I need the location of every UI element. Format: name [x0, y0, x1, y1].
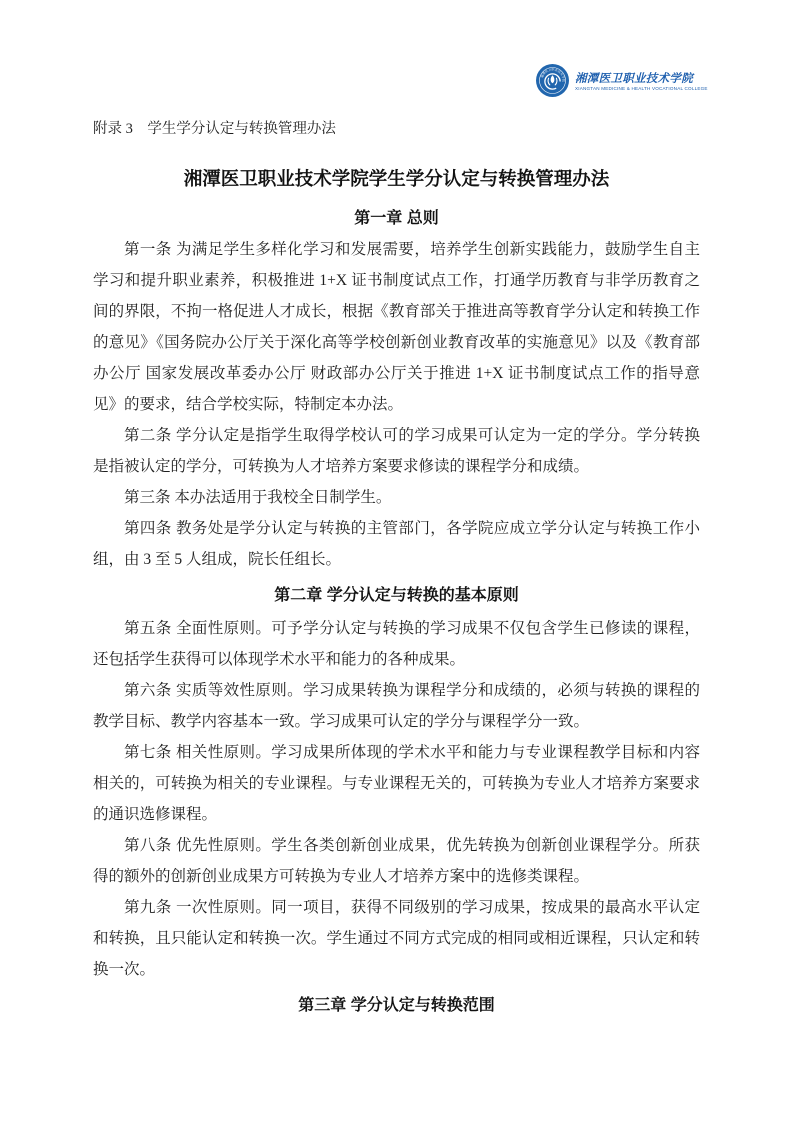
chapter-heading-1: 第一章 总则 [354, 210, 439, 227]
college-name-chinese: 湘潭医卫职业技术学院 [575, 71, 693, 85]
document-content [93, 118, 700, 1023]
paragraph-article-1: 第一条 为满足学生多样化学习和发展需要，培养学生创新实践能力，鼓励学生自主学习和提升职业素养，积极推进 1+X 证书制度试点工作，打通学历教育与非学历教育之间的界限，不拘一格促进人才成长，根据《教育部关于推进高等教育学分认定和转换工作的意见》《国务院办公厅关于深化高等学校创新创业教育改革的实施意见》以及《教育部办公厅 国家发展改革委办公厅 财政部办公厅关于推进 1+X 证书制度试点工作的指导意见》的要求，结合学校实际，特制定本办法。 [93, 241, 700, 413]
paragraph-article-9: 第九条 一次性原则。同一项目，获得不同级别的学习成果，按成果的最高水平认定和转换，且只能认定和转换一次。学生通过不同方式完成的相同或相近课程，只认定和转换一次。 [93, 899, 700, 978]
appendix-label: 附录 3 学生学分认定与转换管理办法 [93, 121, 336, 137]
paragraph-article-6: 第六条 实质等效性原则。学习成果转换为课程学分和成绩的，必须与转换的课程的教学目标、教学内容基本一致。学习成果可认定的学分与课程学分一致。 [93, 682, 700, 730]
paragraph-article-5: 第五条 全面性原则。可予学分认定与转换的学习成果不仅包含学生已修读的课程，还包括学生获得可以体现学术水平和能力的各种成果。 [93, 620, 700, 668]
paragraph-article-2: 第二条 学分认定是指学生取得学校认可的学习成果可认定为一定的学分。学分转换是指被认定的学分，可转换为人才培养方案要求修读的课程学分和成绩。 [93, 427, 700, 475]
paragraph-article-4: 第四条 教务处是学分认定与转换的主管部门，各学院应成立学分认定与转换工作小组，由 3 至 5 人组成，院长任组长。 [93, 520, 700, 568]
college-seal-icon [536, 64, 569, 97]
svg-text:湘潭医卫职业技术学院: 湘潭医卫职业技术学院 [539, 67, 566, 82]
college-name-english: XIANGTAN MEDICINE & HEALTH VOCATIONAL COLLEGE [575, 86, 708, 91]
document-title: 湘潭医卫职业技术学院学生学分认定与转换管理办法 [183, 168, 610, 189]
paragraph-article-7: 第七条 相关性原则。学习成果所体现的学术水平和能力与专业课程教学目标和内容相关的，可转换为相关的专业课程。与专业课程无关的，可转换为专业人才培养方案要求的通识选修课程。 [93, 744, 700, 823]
paragraph-article-3: 第三条 本办法适用于我校全日制学生。 [124, 489, 392, 506]
chapter-heading-2: 第二章 学分认定与转换的基本原则 [274, 587, 519, 604]
chapter-heading-3: 第三章 学分认定与转换范围 [298, 997, 495, 1014]
paragraph-article-8: 第八条 优先性原则。学生各类创新创业成果，优先转换为创新创业课程学分。所获得的额外的创新创业成果方可转换为专业人才培养方案中的选修类课程。 [93, 837, 700, 885]
college-logo-text [575, 71, 708, 92]
